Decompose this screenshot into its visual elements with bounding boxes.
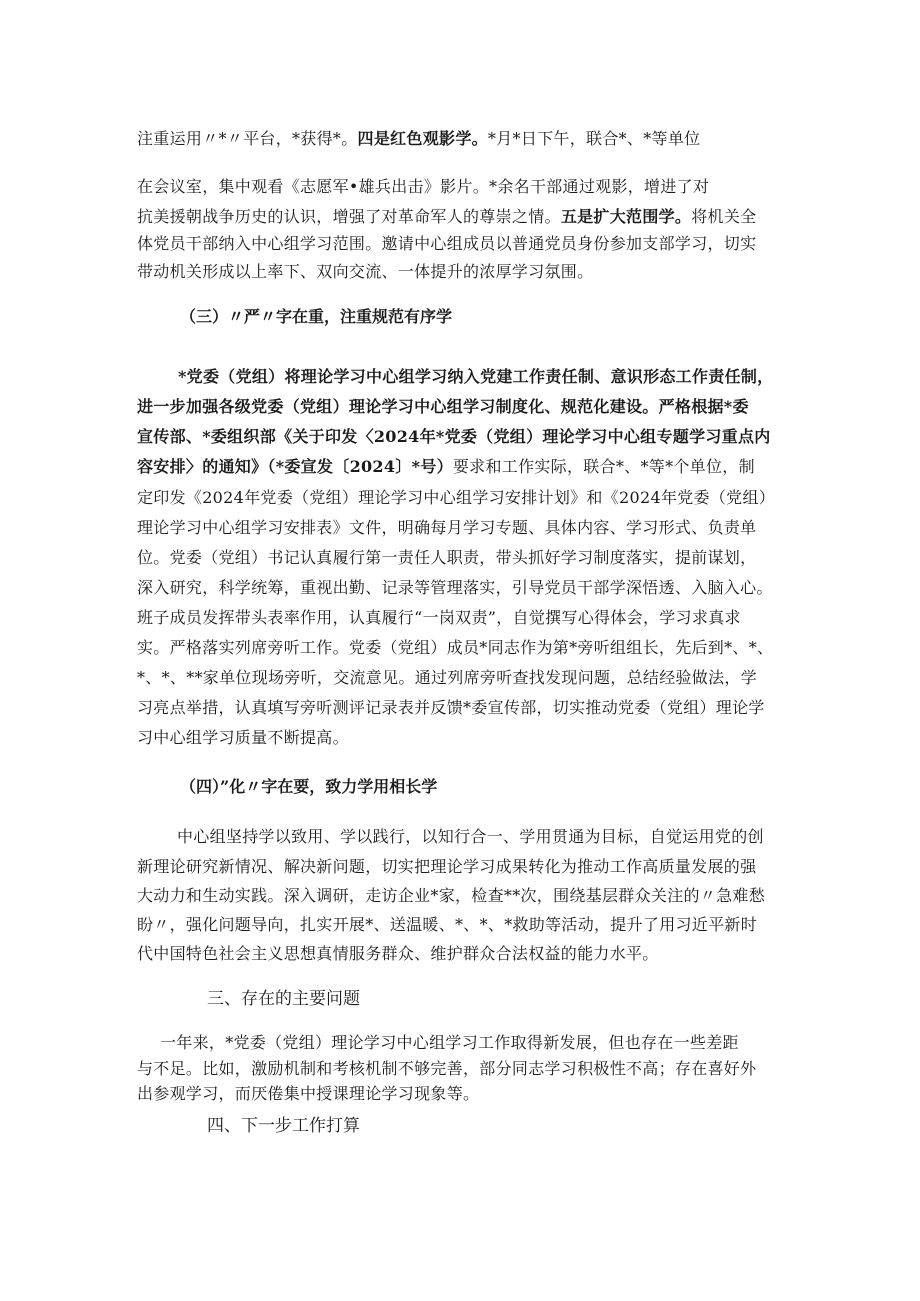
paragraph-line: 深入研究，科学统筹，重视出勤、记录等管理落实，引导党员干部学深悟透、入脑入心。 <box>137 578 773 597</box>
paragraph-line: *、*、**家单位现场旁听，交流意见。通过列席旁听查找发现问题，总结经验做法，学 <box>137 668 758 687</box>
paragraph-line: 出参观学习，而厌倦集中授课理论学习现象等。 <box>137 1084 480 1103</box>
paragraph-line: 位。党委（党组）书记认真履行第一责任人职责，带头抓好学习制度落实，提前谋划， <box>137 548 757 567</box>
part-heading: 四、下一步工作打算 <box>207 1116 360 1136</box>
paragraph-line: 中心组坚持学以致用、学以践行，以知行合一、学用贯通为目标，自觉运用党的创 <box>177 827 764 846</box>
paragraph-line: 习中心组学习质量不断提高。 <box>137 728 349 747</box>
paragraph-line: 大动力和生动实践。深入调研，走访企业*家，检查**次，围绕基层群众关注的〃急难愁 <box>137 886 766 905</box>
section-heading: （三）〃严〃字在重，注重规范有序学 <box>180 307 453 326</box>
paragraph-line: 带动机关形成以上率下、双向交流、一体提升的浓厚学习氛围。 <box>137 262 594 281</box>
text-run: 注重运用〃*〃平台，*获得*。 <box>137 129 358 148</box>
paragraph-line: 新理论研究新情况、解决新问题，切实把理论学习成果转化为推动工作高质量发展的强 <box>137 857 757 876</box>
paragraph-line: *党委（党组）将理论学习中心组学习纳入党建工作责任制、意识形态工作责任制， <box>178 367 774 386</box>
paragraph-line: 理论学习中心组学习安排表》文件，明确每月学习专题、具体内容、学习形式、负责单 <box>137 518 757 537</box>
paragraph-line: 盼〃，强化问题导向，扎实开展*、送温暖、*、*、*救助等活动，提升了用习近平新时 <box>137 915 758 934</box>
paragraph-line <box>137 128 700 150</box>
section-heading: （四）”化〃字在要，致力学用相长学 <box>180 777 438 796</box>
paragraph-line: 与不足。比如，激励机制和考核机制不够完善，部分同志学习积极性不高；存在喜好外 <box>137 1059 757 1078</box>
paragraph-line <box>137 206 756 228</box>
bold-text-run: 四是红色观影学。 <box>357 129 488 148</box>
text-run: 要求和工作实际，联合*、*等*个单位，制 <box>452 457 755 476</box>
paragraph-line: 定印发《2024年党委（党组）理论学习中心组学习安排计划》和《2024年党委（党组） <box>137 488 776 507</box>
text-run: *月*日下午，联合*、*等单位 <box>487 129 701 148</box>
paragraph-line: 进一步加强各级党委（党组）理论学习中心组学习制度化、规范化建设。严格根据*委 <box>137 397 749 416</box>
paragraph-line: 班子成员发挥带头表率作用，认真履行“一岗双责”，自觉撰写心得体会，学习求真求 <box>137 608 741 627</box>
paragraph-line: 实。严格落实列席旁听工作。党委（党组）成员*同志作为第*旁听组组长，先后到*、*、 <box>137 638 774 657</box>
paragraph-line: 体党员干部纳入中心组学习范围。邀请中心组成员以普通党员身份参加支部学习，切实 <box>137 234 757 253</box>
paragraph-line: 代中国特色社会主义思想真情服务群众、维护群众合法权益的能力水平。 <box>137 944 659 963</box>
paragraph-line <box>137 456 755 478</box>
part-heading: 三、存在的主要问题 <box>207 989 360 1009</box>
paragraph-line: 宣传部、*委组织部《关于印发〈2024年*党委（党组）理论学习中心组专题学习重点内 <box>137 427 771 446</box>
paragraph-line: 在会议室，集中观看《志愿军•雄兵出击》影片。*余名干部通过观影，增进了对 <box>137 177 710 196</box>
paragraph-line: 习亮点举措，认真填写旁听测评记录表并反馈*委宣传部，切实推动党委（党组）理论学 <box>137 698 765 717</box>
bold-text-run: 五是扩大范围学。 <box>560 207 692 226</box>
bold-text-run: 容安排〉的通知》（*委宣发〔2024〕*号） <box>137 457 453 476</box>
text-run: 抗美援朝战争历史的认识，增强了对革命军人的尊崇之情。 <box>137 207 561 226</box>
text-run: 将机关全 <box>691 207 757 226</box>
paragraph-line: 一年来，*党委（党组）理论学习中心组学习工作取得新发展，但也存在一些差距 <box>160 1033 739 1052</box>
